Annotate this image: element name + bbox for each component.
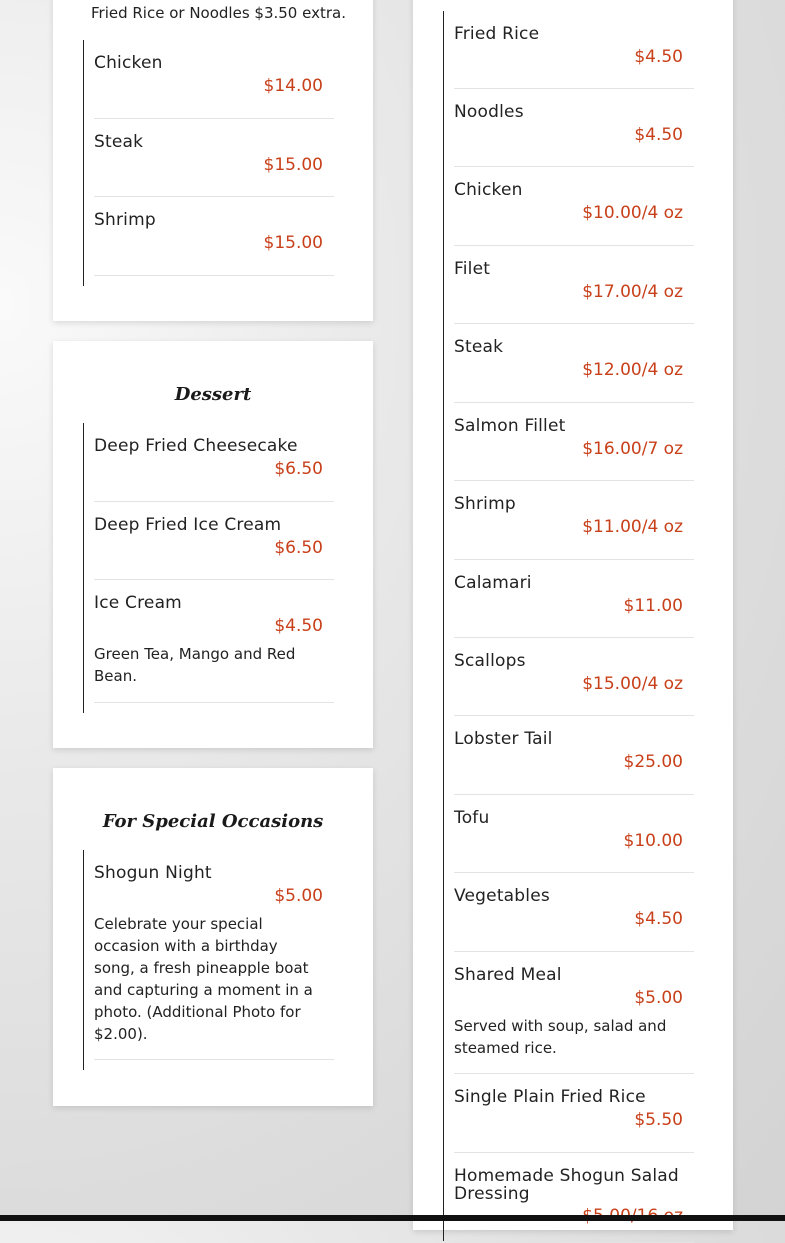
item-name: Shared Meal	[454, 965, 562, 985]
item-description: Green Tea, Mango and Red Bean.	[94, 645, 296, 685]
item-name: Deep Fried Cheesecake	[94, 436, 298, 456]
menu-item	[94, 580, 334, 703]
menu-item	[94, 423, 334, 502]
menu-item	[94, 197, 334, 276]
item-price: $6.50	[274, 538, 323, 558]
dessert-card	[53, 341, 373, 748]
bottom-edge-bar	[0, 1215, 785, 1221]
item-name: Steak	[454, 337, 504, 357]
menu-item	[454, 1153, 694, 1243]
item-price: $16.00/7 oz	[582, 439, 683, 459]
item-description: Served with soup, salad and steamed rice.	[454, 1017, 667, 1057]
menu-item	[454, 873, 694, 952]
item-name: Scallops	[454, 651, 526, 671]
item-price: $5.00	[274, 886, 323, 906]
item-price: $10.00	[623, 831, 683, 851]
item-name: Tofu	[454, 808, 490, 828]
item-price: $12.00/4 oz	[582, 360, 683, 380]
menu-item	[454, 246, 694, 324]
menu-item	[454, 11, 694, 89]
item-name: Shrimp	[454, 494, 516, 514]
menu-item-list	[83, 423, 334, 713]
item-name: Chicken	[94, 53, 163, 73]
item-name: Shogun Night	[94, 863, 212, 883]
item-name: Calamari	[454, 573, 532, 593]
menu-item	[94, 119, 334, 197]
item-price: $10.00/4 oz	[582, 203, 683, 223]
item-price: $5.50	[634, 1110, 683, 1130]
menu-item	[454, 952, 694, 1074]
item-price: $15.00/4 oz	[582, 674, 683, 694]
item-name: Noodles	[454, 102, 524, 122]
menu-item	[94, 850, 334, 1060]
menu-item	[94, 502, 334, 580]
menu-card-top	[53, 0, 373, 321]
item-price: $11.00	[623, 596, 683, 616]
menu-item	[454, 795, 694, 873]
special-occasions-card	[53, 768, 373, 1106]
item-price: $17.00/4 oz	[582, 282, 683, 302]
item-name: Shrimp	[94, 210, 156, 230]
item-name: Homemade Shogun Salad Dressing	[454, 1166, 679, 1204]
item-price: $6.50	[274, 459, 323, 479]
item-price: $4.50	[634, 125, 683, 145]
item-price: $14.00	[263, 76, 323, 96]
menu-item-list	[443, 11, 694, 1241]
item-name: Lobster Tail	[454, 729, 553, 749]
item-name: Fried Rice	[454, 24, 540, 44]
menu-item	[454, 403, 694, 481]
menu-item-list	[83, 40, 334, 286]
item-price: $15.00	[263, 155, 323, 175]
item-price: $15.00	[263, 233, 323, 253]
item-name: Steak	[94, 132, 144, 152]
item-price: $4.50	[274, 616, 323, 636]
item-description: Celebrate your special occasion with a birthday song, a fresh pineapple boat and capturing a moment in a photo. (Additional Photo for $2.00).	[94, 915, 313, 1043]
menu-item	[454, 167, 694, 246]
item-price: $11.00/4 oz	[582, 517, 683, 537]
section-title: For Special Occasions	[102, 811, 324, 832]
item-price: $4.50	[634, 909, 683, 929]
item-name: Vegetables	[454, 886, 550, 906]
item-name: Filet	[454, 259, 491, 279]
extras-note: Fried Rice or Noodles $3.50 extra.	[91, 4, 346, 22]
menu-card-right	[413, 0, 733, 1230]
menu-item	[454, 716, 694, 795]
menu-item	[94, 40, 334, 119]
item-name: Single Plain Fried Rice	[454, 1087, 646, 1107]
menu-item	[454, 1074, 694, 1153]
item-name: Ice Cream	[94, 593, 182, 613]
item-name: Deep Fried Ice Cream	[94, 515, 282, 535]
item-name: Salmon Fillet	[454, 416, 566, 436]
section-title: Dessert	[174, 384, 252, 405]
menu-item	[454, 89, 694, 167]
menu-item-list	[83, 850, 334, 1070]
menu-item	[454, 481, 694, 560]
item-price: $5.00	[634, 988, 683, 1008]
menu-item	[454, 560, 694, 638]
item-price: $25.00	[623, 752, 683, 772]
item-name: Chicken	[454, 180, 523, 200]
menu-item	[454, 324, 694, 403]
menu-item	[454, 638, 694, 716]
item-price: $4.50	[634, 47, 683, 67]
